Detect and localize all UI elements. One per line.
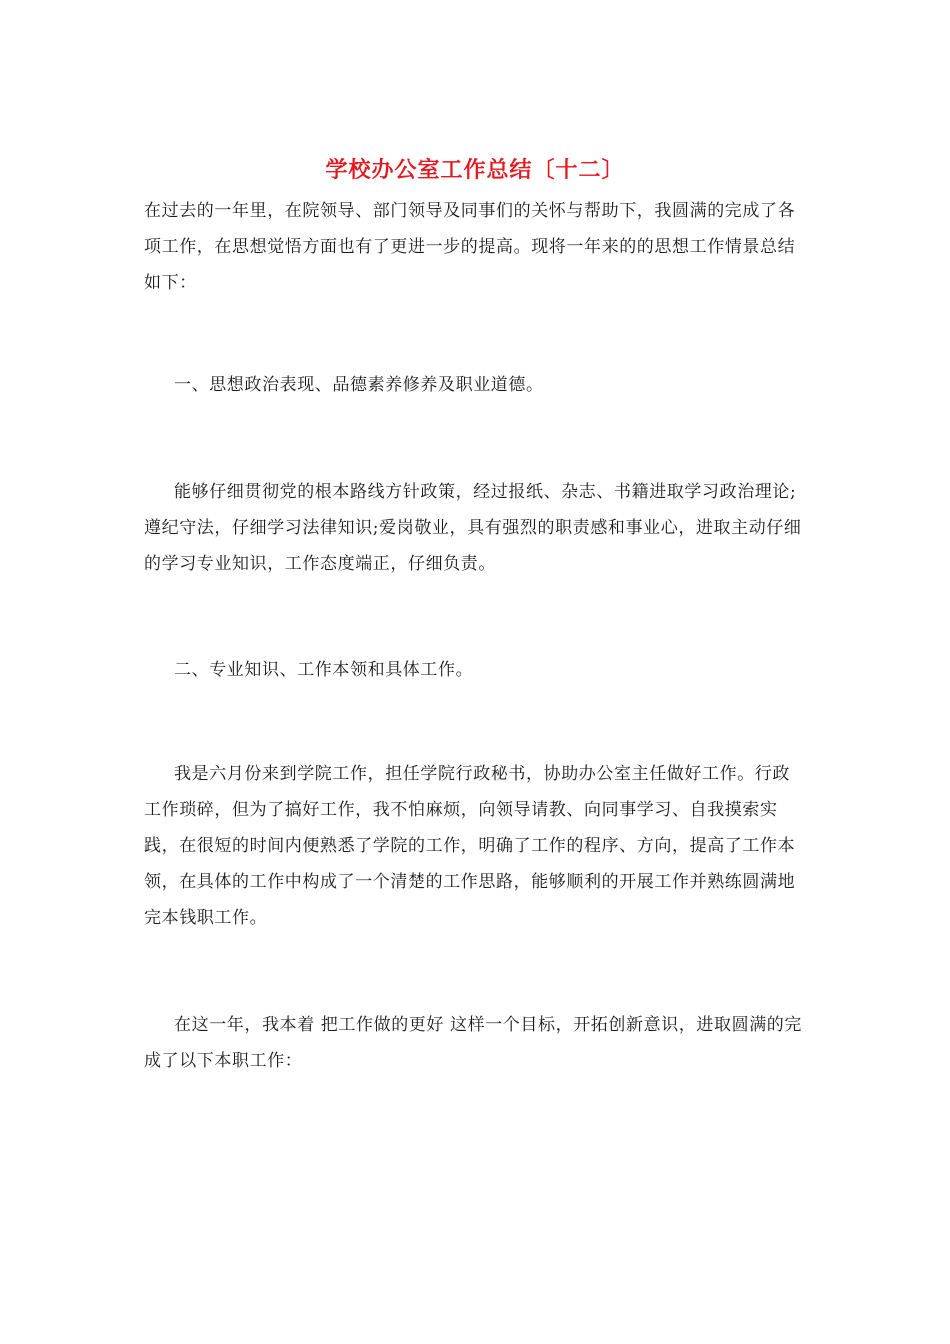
paragraph-intro: 在过去的一年里，在院领导、部门领导及同事们的关怀与帮助下，我圆满的完成了各项工作，在思想觉悟方面也有了更进一步的提高。现将一年来的的思想工作情景总结如下： [144, 201, 796, 293]
section-heading-2 [144, 652, 806, 688]
paragraph-work-details: 我是六月份来到学院工作，担任学院行政秘书，协助办公室主任做好工作。行政工作琐碎，但为了搞好工作，我不怕麻烦，向领导请教、向同事学习、自我摸索实践，在很短的时间内便熟悉了学院的工作，明确了工作的程序、方向，提高了工作本领，在具体的工作中构成了一个清楚的工作思路，能够顺利的开展工作并熟练圆满地完本钱职工作。 [144, 764, 796, 928]
section-paragraph-1 [144, 474, 806, 582]
section-paragraph-3 [144, 1007, 806, 1079]
section-heading-1 [144, 367, 806, 403]
section-paragraph-2 [144, 756, 806, 936]
intro-paragraph [144, 193, 806, 301]
heading-political-performance: 一、思想政治表现、品德素养修养及职业道德。 [174, 375, 544, 395]
paragraph-political-details: 能够仔细贯彻党的根本路线方针政策，经过报纸、杂志、书籍进取学习政治理论;遵纪守法，仔细学习法律知识;爱岗敬业，具有强烈的职责感和事业心，进取主动仔细的学习专业知识，工作态度端正，仔细负责。 [144, 482, 802, 574]
paragraph-goals: 在这一年，我本着 把工作做的更好 这样一个目标，开拓创新意识，进取圆满的完成了以下本职工作： [144, 1015, 803, 1071]
heading-professional-knowledge: 二、专业知识、工作本领和具体工作。 [174, 660, 474, 680]
document-title: 学校办公室工作总结〔十二〕 [325, 157, 625, 183]
